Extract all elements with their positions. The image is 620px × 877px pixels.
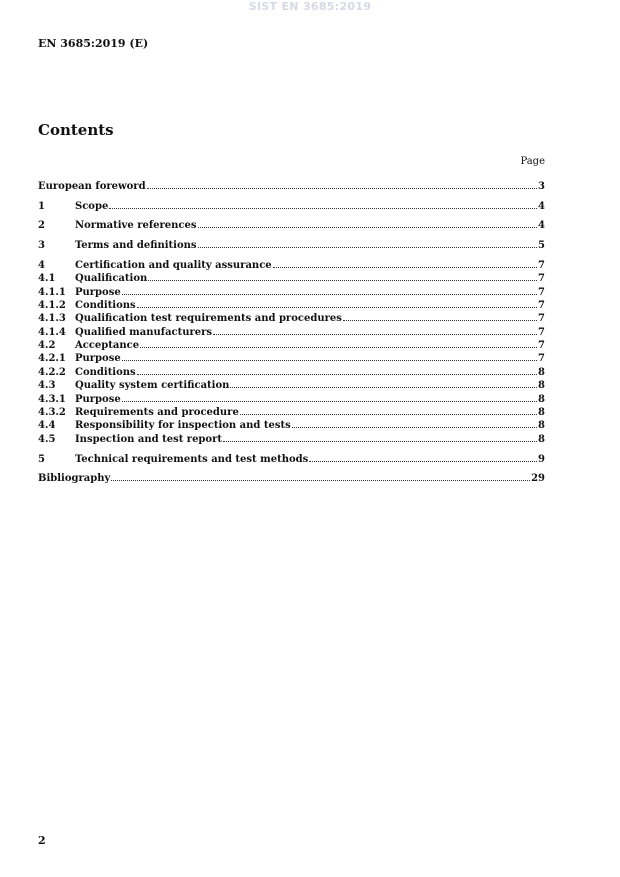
toc-leader-dots (147, 187, 537, 189)
toc-leader-dots (230, 386, 537, 388)
toc-entry-page: 7 (538, 259, 545, 271)
toc-entry-number: 4.3.2 (38, 407, 66, 419)
contents-heading: Contents (38, 121, 114, 139)
toc-entry-number: 4.3.1 (38, 393, 66, 405)
toc-entry-number: 4.2.2 (38, 366, 66, 378)
toc-leader-dots (122, 359, 537, 361)
toc-entry-title: Bibliography (38, 473, 111, 485)
toc-entry-4-5[interactable] (38, 433, 545, 446)
toc-entry-4-2-1[interactable] (38, 352, 545, 365)
toc-entry-page: 9 (538, 453, 545, 465)
toc-entry-title: Qualification (75, 273, 148, 285)
toc-entry-bibliography[interactable] (38, 472, 545, 485)
toc-entry-4-2-2[interactable] (38, 366, 545, 379)
table-of-contents (38, 180, 545, 486)
toc-entry-number: 4.2.1 (38, 353, 66, 365)
toc-entry-page: 8 (538, 380, 545, 392)
toc-entry-number: 4.1.4 (38, 326, 66, 338)
toc-entry-title: Normative references (75, 220, 197, 232)
toc-entry-1[interactable] (38, 200, 545, 213)
toc-leader-dots (140, 346, 537, 348)
toc-leader-dots (109, 207, 537, 209)
toc-entry-number: 4.1.1 (38, 286, 66, 298)
toc-entry-page: 7 (538, 313, 545, 325)
toc-entry-title: Responsibility for inspection and tests (75, 420, 291, 432)
toc-entry-page: 7 (538, 299, 545, 311)
toc-entry-title: Purpose (75, 393, 121, 405)
toc-entry-title: Qualification test requirements and procedures (75, 313, 342, 325)
toc-entry-title: Quality system certification (75, 380, 230, 392)
toc-leader-dots (292, 426, 537, 428)
toc-entry-title: Requirements and procedure (75, 407, 239, 419)
toc-entry-page: 29 (531, 473, 545, 485)
toc-leader-dots (198, 246, 537, 248)
toc-entry-4-2[interactable] (38, 339, 545, 352)
toc-entry-page: 7 (538, 326, 545, 338)
page-number: 2 (38, 834, 46, 847)
toc-leader-dots (309, 460, 537, 462)
toc-entry-title: Purpose (75, 286, 121, 298)
toc-entry-4-1-2[interactable] (38, 299, 545, 312)
toc-leader-dots (137, 373, 537, 375)
toc-leader-dots (111, 479, 530, 481)
toc-entry-title: Certification and quality assurance (75, 259, 272, 271)
toc-entry-title: Acceptance (75, 340, 140, 352)
toc-entry-4-3-1[interactable] (38, 393, 545, 406)
toc-entry-title: Conditions (75, 366, 136, 378)
toc-leader-dots (122, 293, 537, 295)
toc-leader-dots (148, 279, 537, 281)
toc-entry-4-3-2[interactable] (38, 406, 545, 419)
toc-entry-4[interactable] (38, 259, 545, 272)
toc-entry-4-1-3[interactable] (38, 312, 545, 325)
document-id-header: EN 3685:2019 (E) (38, 37, 149, 50)
toc-entry-page: 7 (538, 353, 545, 365)
toc-entry-page: 8 (538, 407, 545, 419)
toc-entry-page: 7 (538, 273, 545, 285)
toc-entry-number: 4 (38, 259, 45, 271)
toc-entry-title: Terms and definitions (75, 240, 197, 252)
toc-entry-title: Inspection and test report (75, 433, 222, 445)
toc-leader-dots (223, 440, 537, 442)
toc-entry-european-foreword[interactable] (38, 180, 545, 193)
toc-entry-number: 4.5 (38, 433, 56, 445)
toc-entry-page: 7 (538, 286, 545, 298)
toc-entry-4-3[interactable] (38, 379, 545, 392)
toc-entry-number: 4.2 (38, 340, 56, 352)
toc-leader-dots (343, 319, 537, 321)
toc-entry-4-1[interactable] (38, 272, 545, 285)
toc-entry-page: 8 (538, 433, 545, 445)
toc-entry-page: 8 (538, 393, 545, 405)
toc-entry-page: 7 (538, 340, 545, 352)
toc-entry-number: 4.1 (38, 273, 56, 285)
toc-leader-dots (240, 413, 537, 415)
toc-entry-4-1-1[interactable] (38, 286, 545, 299)
toc-leader-dots (122, 400, 537, 402)
toc-entry-number: 4.3 (38, 380, 56, 392)
toc-entry-number: 4.1.2 (38, 299, 66, 311)
toc-entry-3[interactable] (38, 239, 545, 252)
toc-leader-dots (198, 226, 538, 228)
toc-entry-page: 8 (538, 366, 545, 378)
toc-entry-title: Technical requirements and test methods (75, 453, 309, 465)
toc-entry-number: 3 (38, 240, 45, 252)
toc-entry-title: Scope (75, 200, 109, 212)
toc-entry-page: 8 (538, 420, 545, 432)
page-column-label: Page (520, 156, 545, 167)
toc-entry-number: 1 (38, 200, 45, 212)
toc-entry-2[interactable] (38, 219, 545, 232)
toc-entry-title: Conditions (75, 299, 136, 311)
toc-entry-number: 5 (38, 453, 45, 465)
toc-entry-title: Purpose (75, 353, 121, 365)
watermark: SIST EN 3685:2019 (248, 0, 372, 13)
toc-entry-title: European foreword (38, 181, 146, 192)
toc-entry-4-4[interactable] (38, 419, 545, 432)
toc-entry-title: Qualified manufacturers (75, 326, 213, 338)
toc-entry-4-1-4[interactable] (38, 326, 545, 339)
toc-leader-dots (137, 306, 537, 308)
toc-leader-dots (213, 333, 537, 335)
toc-entry-number: 4.4 (38, 420, 56, 432)
toc-entry-page: 4 (538, 200, 545, 212)
toc-entry-5[interactable] (38, 453, 545, 466)
toc-entry-page: 4 (538, 220, 545, 232)
toc-entry-number: 4.1.3 (38, 313, 66, 325)
toc-leader-dots (273, 266, 537, 268)
toc-entry-page: 3 (538, 181, 545, 192)
toc-entry-number: 2 (38, 220, 45, 232)
toc-entry-page: 5 (538, 240, 545, 252)
